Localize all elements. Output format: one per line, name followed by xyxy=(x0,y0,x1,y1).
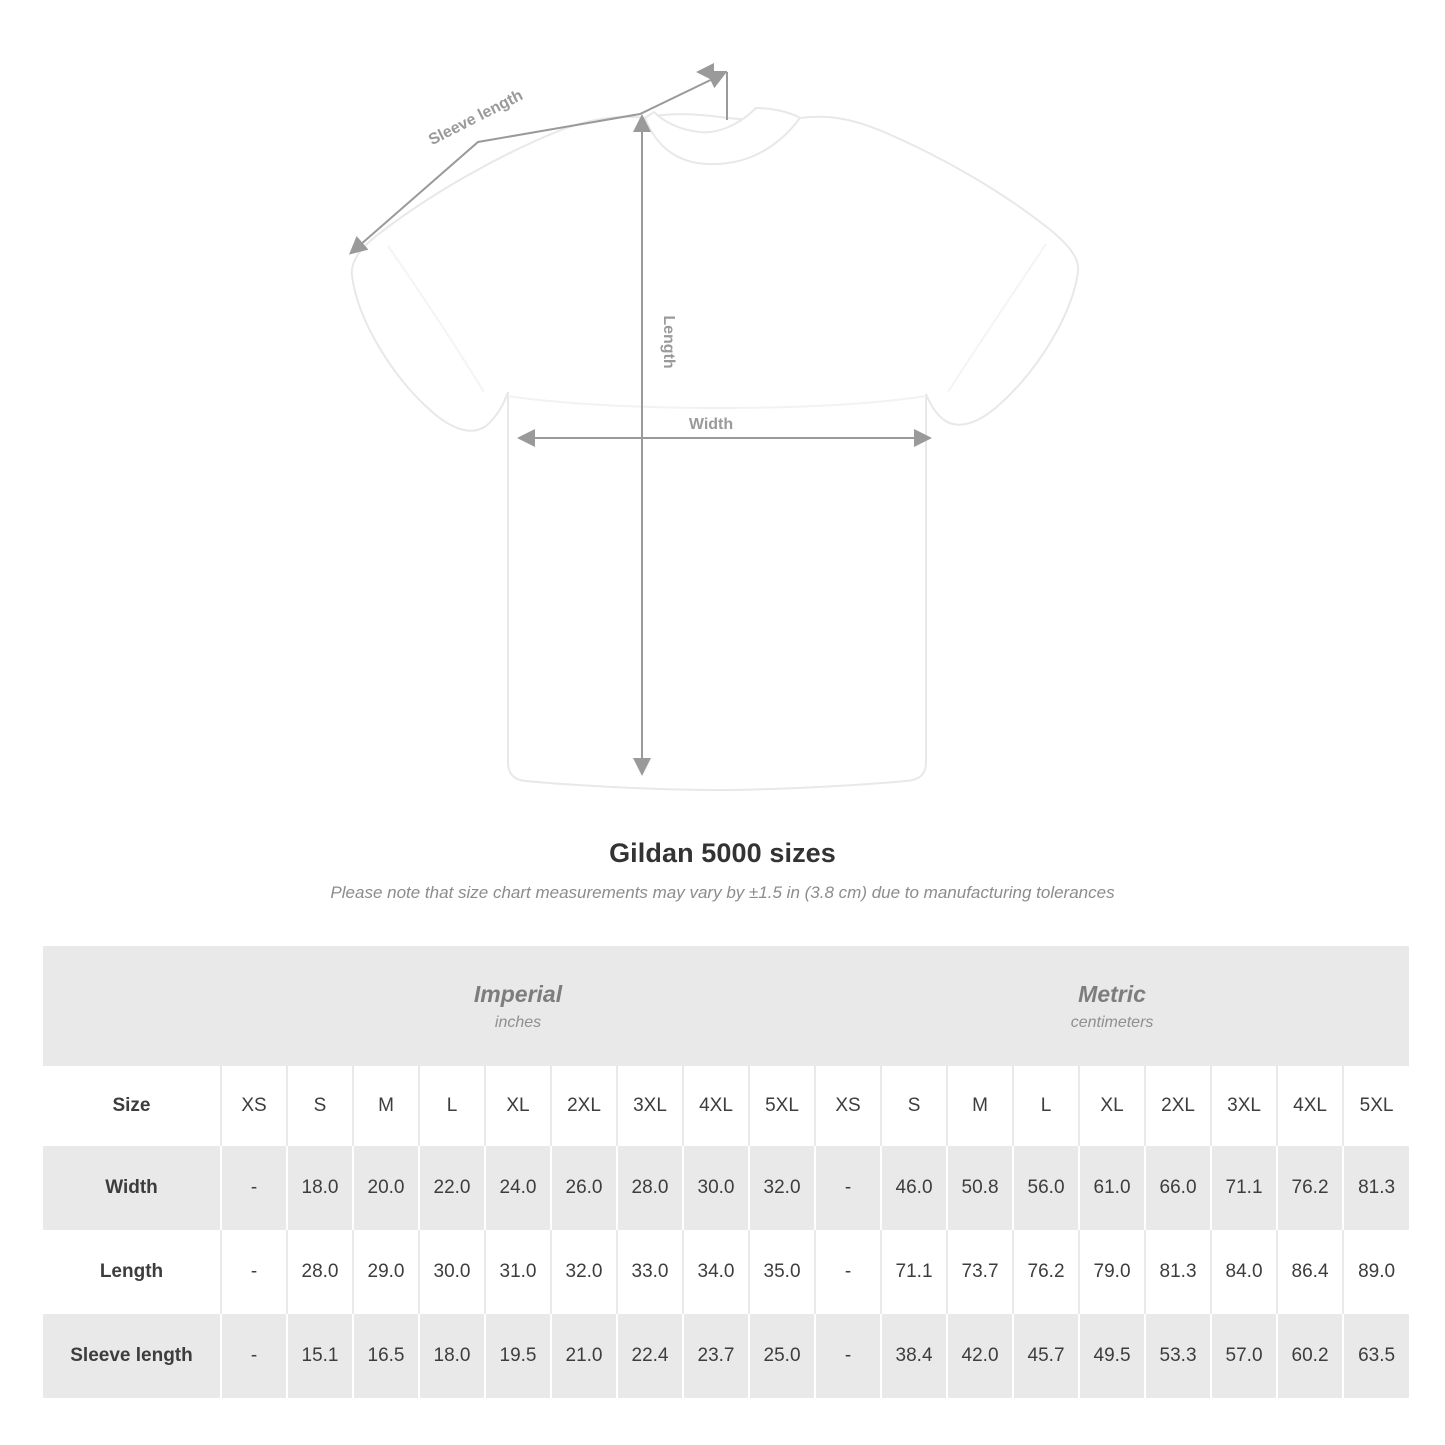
cell-length-imperial-5xl: 35.0 xyxy=(749,1230,815,1314)
sleeve-length-label: Sleeve length xyxy=(426,87,526,149)
size-col-metric-3xl: 3XL xyxy=(1211,1066,1277,1146)
size-col-imperial-xl: XL xyxy=(485,1066,551,1146)
row-label-length: Length xyxy=(43,1230,221,1314)
cell-sleeve-imperial-xs: - xyxy=(221,1314,287,1398)
cell-length-metric-m: 73.7 xyxy=(947,1230,1013,1314)
size-col-imperial-m: M xyxy=(353,1066,419,1146)
cell-width-imperial-4xl: 30.0 xyxy=(683,1146,749,1230)
unit-group-imperial xyxy=(221,946,815,1066)
size-col-metric-xs: XS xyxy=(815,1066,881,1146)
size-col-metric-l: L xyxy=(1013,1066,1079,1146)
cell-length-imperial-s: 28.0 xyxy=(287,1230,353,1314)
cell-length-imperial-2xl: 32.0 xyxy=(551,1230,617,1314)
cell-width-imperial-xs: - xyxy=(221,1146,287,1230)
cell-sleeve-metric-3xl: 57.0 xyxy=(1211,1314,1277,1398)
cell-sleeve-metric-l: 45.7 xyxy=(1013,1314,1079,1398)
cell-width-metric-2xl: 66.0 xyxy=(1145,1146,1211,1230)
cell-sleeve-metric-2xl: 53.3 xyxy=(1145,1314,1211,1398)
cell-width-imperial-xl: 24.0 xyxy=(485,1146,551,1230)
unit-header-row xyxy=(43,946,1409,1066)
cell-width-imperial-2xl: 26.0 xyxy=(551,1146,617,1230)
size-col-imperial-s: S xyxy=(287,1066,353,1146)
size-table xyxy=(43,946,1409,1398)
row-label-width: Width xyxy=(43,1146,221,1230)
size-col-imperial-3xl: 3XL xyxy=(617,1066,683,1146)
unit-group-imperial-sub: inches xyxy=(494,1014,542,1032)
cell-length-metric-2xl: 81.3 xyxy=(1145,1230,1211,1314)
cell-width-imperial-5xl: 32.0 xyxy=(749,1146,815,1230)
tolerance-note: Please note that size chart measurements may vary by ±1.5 in (3.8 cm) due to manufacturing tolerances xyxy=(330,883,1115,902)
cell-sleeve-imperial-4xl: 23.7 xyxy=(683,1314,749,1398)
size-table-wrapper xyxy=(43,946,1403,1398)
cell-sleeve-imperial-2xl: 21.0 xyxy=(551,1314,617,1398)
cell-length-metric-s: 71.1 xyxy=(881,1230,947,1314)
size-col-metric-4xl: 4XL xyxy=(1277,1066,1343,1146)
unit-header-spacer xyxy=(43,946,221,1066)
cell-width-metric-xl: 61.0 xyxy=(1079,1146,1145,1230)
cell-sleeve-imperial-xl: 19.5 xyxy=(485,1314,551,1398)
cell-width-metric-m: 50.8 xyxy=(947,1146,1013,1230)
cell-width-imperial-l: 22.0 xyxy=(419,1146,485,1230)
cell-length-imperial-xs: - xyxy=(221,1230,287,1314)
cell-width-metric-5xl: 81.3 xyxy=(1343,1146,1409,1230)
size-col-metric-m: M xyxy=(947,1066,1013,1146)
cell-length-metric-5xl: 89.0 xyxy=(1343,1230,1409,1314)
page-title: Gildan 5000 sizes xyxy=(609,838,836,868)
table-row xyxy=(43,1314,1409,1398)
cell-length-metric-l: 76.2 xyxy=(1013,1230,1079,1314)
cell-width-metric-xs: - xyxy=(815,1146,881,1230)
cell-sleeve-metric-5xl: 63.5 xyxy=(1343,1314,1409,1398)
cell-length-imperial-m: 29.0 xyxy=(353,1230,419,1314)
size-col-imperial-xs: XS xyxy=(221,1066,287,1146)
cell-length-imperial-3xl: 33.0 xyxy=(617,1230,683,1314)
cell-sleeve-metric-4xl: 60.2 xyxy=(1277,1314,1343,1398)
tshirt-shape xyxy=(352,108,1078,790)
size-col-imperial-l: L xyxy=(419,1066,485,1146)
size-col-imperial-5xl: 5XL xyxy=(749,1066,815,1146)
cell-width-metric-s: 46.0 xyxy=(881,1146,947,1230)
cell-width-metric-3xl: 71.1 xyxy=(1211,1146,1277,1230)
unit-group-imperial-name: Imperial xyxy=(473,980,563,1007)
cell-length-imperial-xl: 31.0 xyxy=(485,1230,551,1314)
row-label-sleeve-length: Sleeve length xyxy=(43,1314,221,1398)
unit-group-metric-name: Metric xyxy=(1078,980,1146,1007)
size-header-label: Size xyxy=(43,1066,221,1146)
size-col-metric-2xl: 2XL xyxy=(1145,1066,1211,1146)
cell-sleeve-metric-m: 42.0 xyxy=(947,1314,1013,1398)
cell-sleeve-metric-xl: 49.5 xyxy=(1079,1314,1145,1398)
table-row xyxy=(43,1230,1409,1314)
unit-group-metric-sub: centimeters xyxy=(1070,1014,1154,1032)
size-col-imperial-2xl: 2XL xyxy=(551,1066,617,1146)
cell-width-imperial-s: 18.0 xyxy=(287,1146,353,1230)
cell-width-imperial-m: 20.0 xyxy=(353,1146,419,1230)
table-row xyxy=(43,1146,1409,1230)
cell-length-metric-3xl: 84.0 xyxy=(1211,1230,1277,1314)
cell-length-imperial-4xl: 34.0 xyxy=(683,1230,749,1314)
cell-width-metric-l: 56.0 xyxy=(1013,1146,1079,1230)
cell-length-metric-xs: - xyxy=(815,1230,881,1314)
size-col-metric-s: S xyxy=(881,1066,947,1146)
size-col-imperial-4xl: 4XL xyxy=(683,1066,749,1146)
size-col-metric-5xl: 5XL xyxy=(1343,1066,1409,1146)
size-col-metric-xl: XL xyxy=(1079,1066,1145,1146)
cell-width-imperial-3xl: 28.0 xyxy=(617,1146,683,1230)
cell-sleeve-imperial-m: 16.5 xyxy=(353,1314,419,1398)
cell-length-imperial-l: 30.0 xyxy=(419,1230,485,1314)
cell-sleeve-imperial-s: 15.1 xyxy=(287,1314,353,1398)
cell-sleeve-metric-s: 38.4 xyxy=(881,1314,947,1398)
cell-length-metric-4xl: 86.4 xyxy=(1277,1230,1343,1314)
unit-group-metric xyxy=(815,946,1409,1066)
cell-sleeve-metric-xs: - xyxy=(815,1314,881,1398)
width-label: Width xyxy=(688,416,734,433)
chart-header xyxy=(0,838,1445,903)
cell-sleeve-imperial-l: 18.0 xyxy=(419,1314,485,1398)
cell-length-metric-xl: 79.0 xyxy=(1079,1230,1145,1314)
cell-sleeve-imperial-3xl: 22.4 xyxy=(617,1314,683,1398)
cell-sleeve-imperial-5xl: 25.0 xyxy=(749,1314,815,1398)
size-header-row xyxy=(43,1066,1409,1146)
cell-width-metric-4xl: 76.2 xyxy=(1277,1146,1343,1230)
length-label: Length xyxy=(660,315,677,369)
